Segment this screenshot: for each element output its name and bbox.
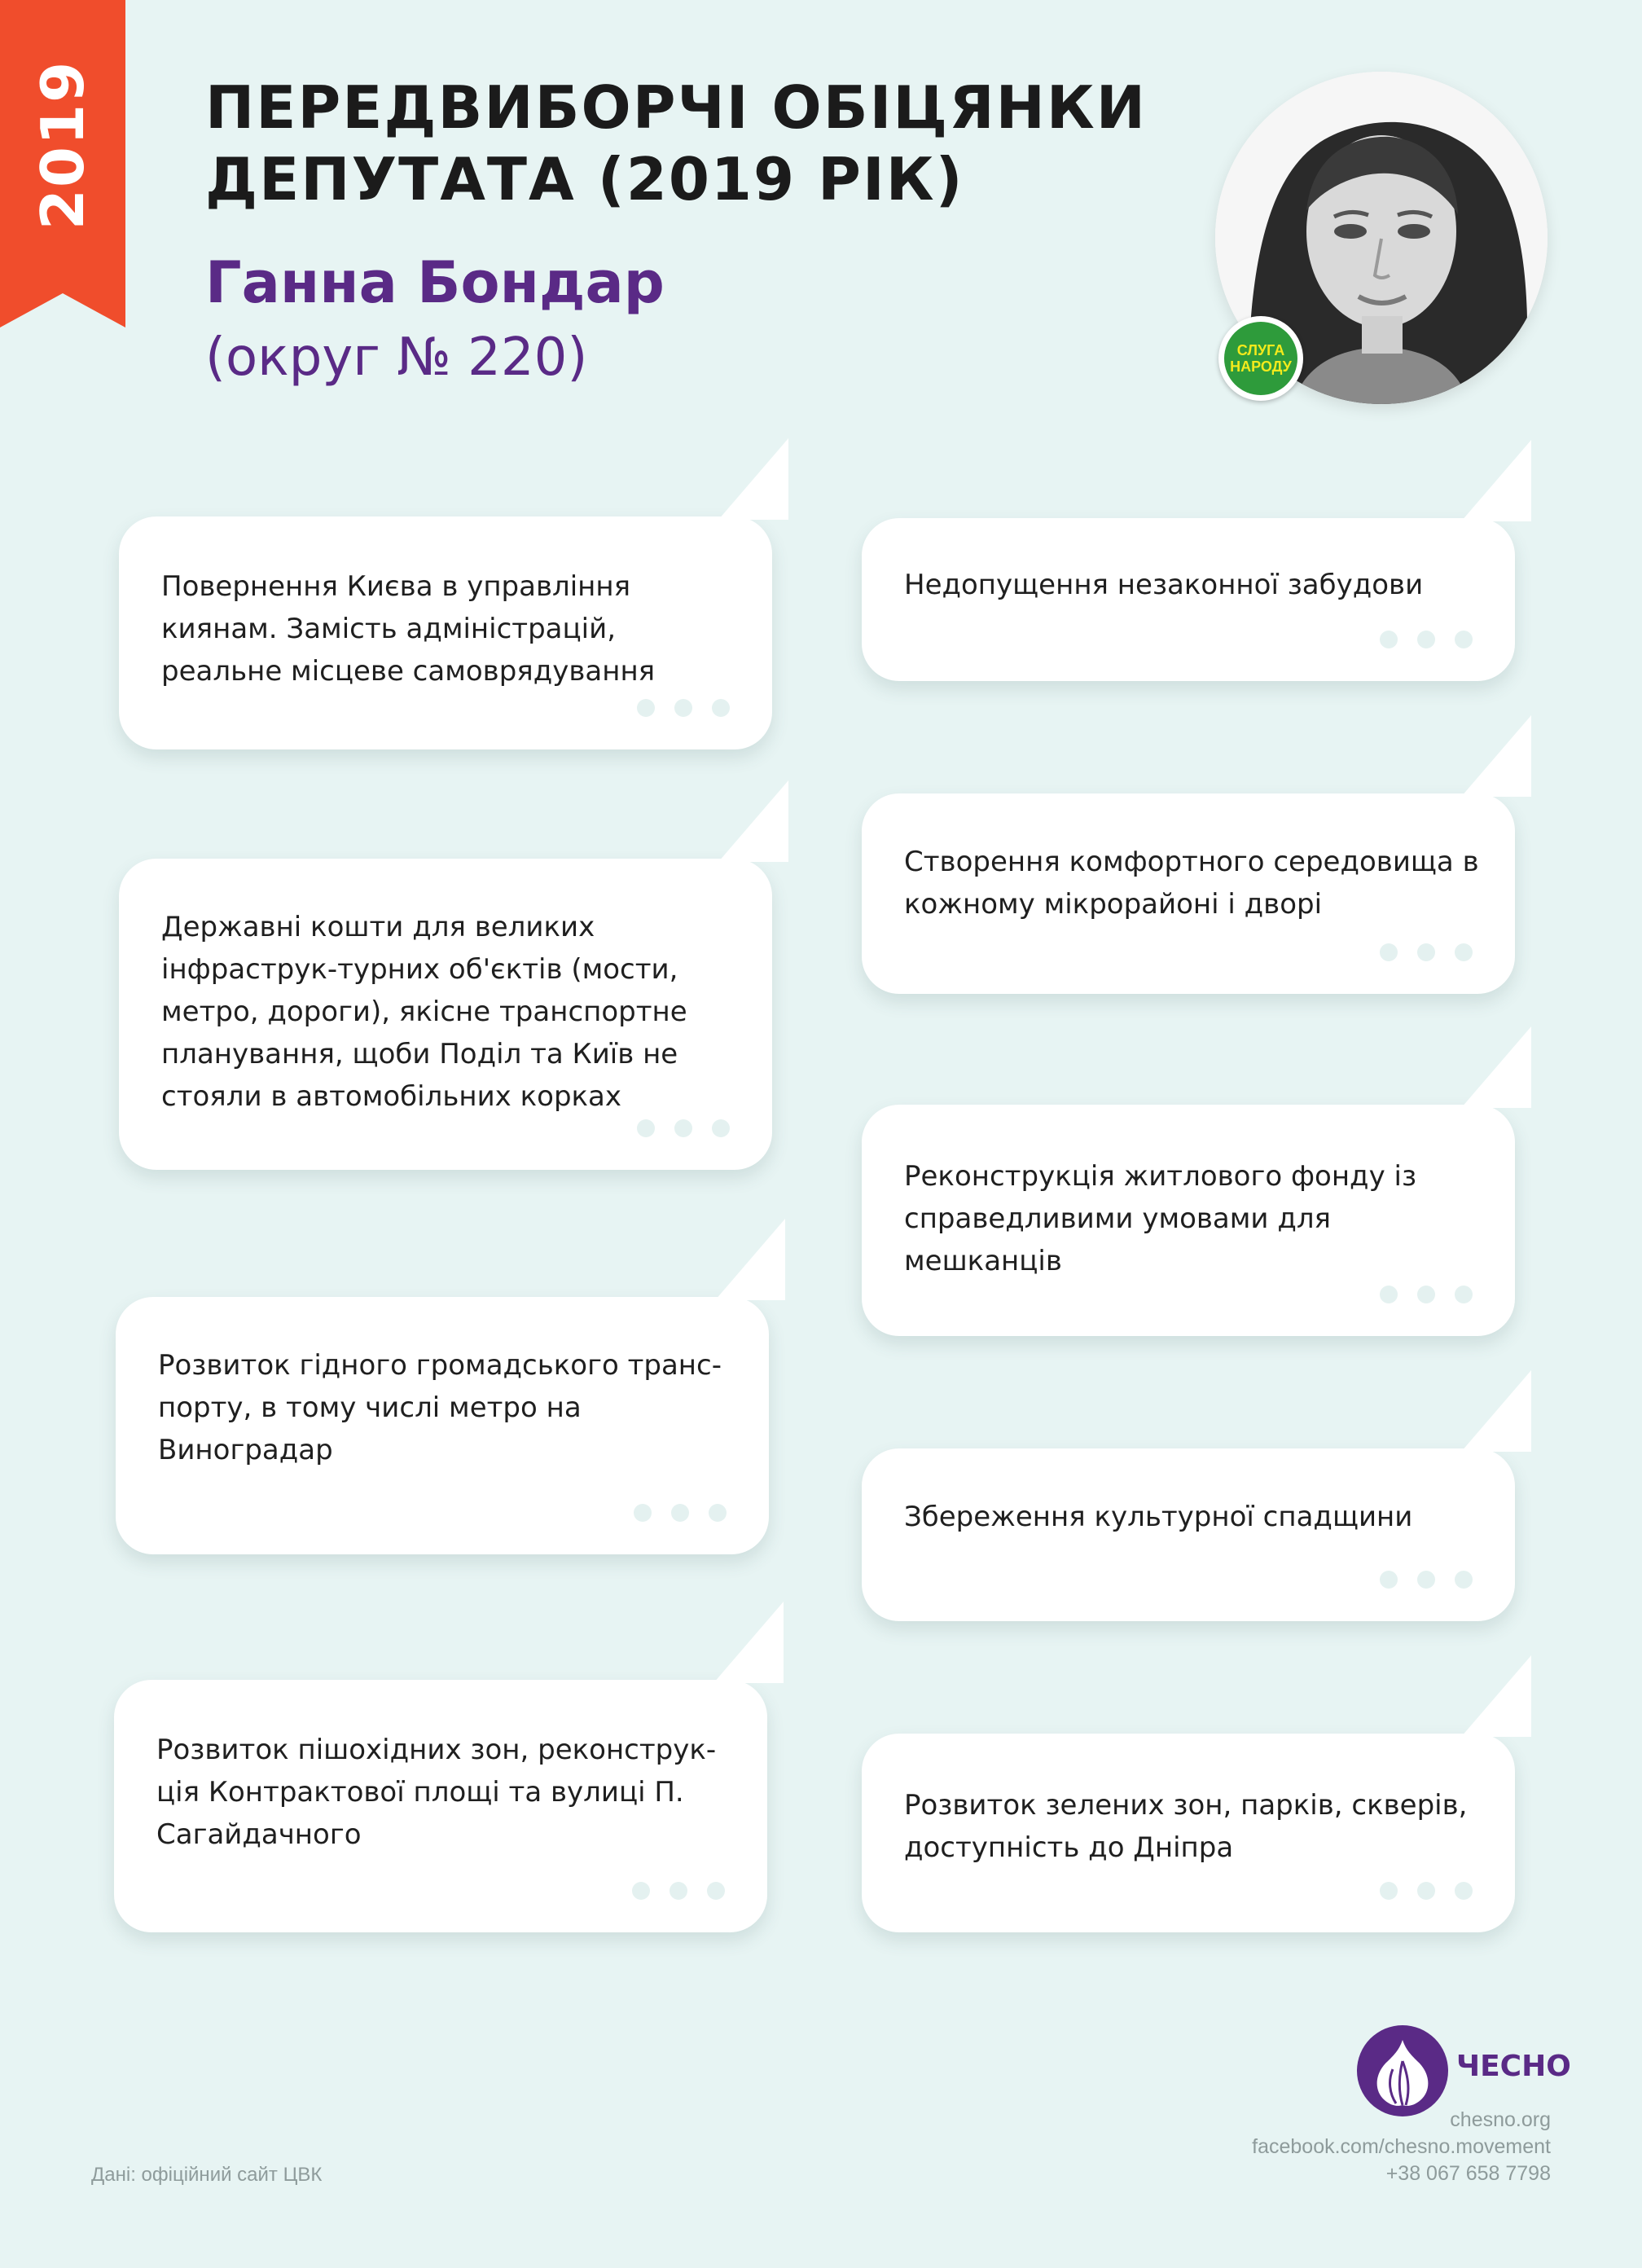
promise-bubble	[119, 516, 772, 749]
ellipsis-dots-icon	[1380, 631, 1473, 648]
promise-bubble	[862, 1105, 1515, 1336]
bubble-tail	[715, 1219, 785, 1300]
ellipsis-dots-icon	[1380, 1571, 1473, 1589]
deputy-name: Ганна Бондар	[205, 249, 665, 316]
ellipsis-dots-icon	[632, 1882, 725, 1900]
promise-text: Державні кошти для великих інфраструк-турних об'єктів (мости, метро, дороги), якісне транспортне планування, щоби Поділ та Київ не стояли в автомобільних корках	[161, 911, 687, 1113]
promise-bubble	[862, 518, 1515, 681]
page-title-line-2: ДЕПУТАТА (2019 РІК)	[205, 145, 964, 213]
promise-text: Недопущення незаконної забудови	[904, 569, 1424, 601]
ellipsis-dots-icon	[637, 1119, 730, 1137]
bubble-tail	[1461, 1026, 1531, 1108]
year-label: 2019	[29, 59, 97, 231]
facebook-link[interactable]: facebook.com/chesno.movement	[1252, 2135, 1551, 2158]
ellipsis-dots-icon	[634, 1504, 727, 1522]
party-badge	[1218, 316, 1303, 401]
promise-text: Повернення Києва в управління киянам. Замість адміністрацій, реальне місцеве самоврядування	[161, 570, 656, 688]
promise-bubble	[862, 793, 1515, 994]
bubble-tail	[718, 438, 788, 520]
ellipsis-dots-icon	[1380, 943, 1473, 961]
logo-text: ЧЕСНО	[1456, 2050, 1571, 2083]
bubble-tail	[1461, 1370, 1531, 1452]
garlic-logo-icon	[1357, 2025, 1448, 2116]
promise-text: Розвиток зелених зон, парків, скверів, доступність до Дніпра	[904, 1789, 1468, 1864]
data-source-note: Дані: офіційний сайт ЦВК	[91, 2164, 323, 2186]
promise-bubble	[119, 859, 772, 1170]
promise-bubble	[114, 1680, 767, 1932]
promise-text: Реконструкція житлового фонду із справедливими умовами для мешканців	[904, 1160, 1417, 1277]
ellipsis-dots-icon	[1380, 1882, 1473, 1900]
contacts-block	[1252, 2107, 1551, 2187]
party-badge-line-1: СЛУГА	[1236, 342, 1285, 358]
bubble-tail	[1461, 715, 1531, 797]
ellipsis-dots-icon	[1380, 1286, 1473, 1303]
page-title-line-1: ПЕРЕДВИБОРЧІ ОБІЦЯНКИ	[205, 73, 1148, 142]
party-badge-line-2: НАРОДУ	[1230, 358, 1292, 375]
party-badge-inner	[1224, 322, 1297, 395]
promise-bubble	[862, 1734, 1515, 1932]
promise-text: Збереження культурної спадщини	[904, 1501, 1413, 1533]
page-title	[205, 72, 1147, 215]
bubble-tail	[713, 1602, 784, 1683]
bubble-tail	[1461, 440, 1531, 521]
website-link[interactable]: chesno.org	[1450, 2108, 1551, 2131]
ellipsis-dots-icon	[637, 699, 730, 717]
promise-text: Розвиток пішохідних зон, реконструк-ція Контрактової площі та вулиці П. Сагайдачного	[156, 1734, 717, 1851]
phone-number: +38 067 658 7798	[1385, 2162, 1551, 2185]
district-number: (округ № 220)	[205, 327, 588, 388]
promise-text: Розвиток гідного громадського транс-порту, в тому числі метро на Виноградар	[158, 1349, 722, 1466]
bubble-tail	[1461, 1655, 1531, 1737]
bubble-tail	[718, 780, 788, 862]
promise-text: Створення комфортного середовища в кожному мікрорайоні і дворі	[904, 846, 1479, 921]
promise-bubble	[116, 1297, 769, 1554]
promise-bubble	[862, 1448, 1515, 1621]
